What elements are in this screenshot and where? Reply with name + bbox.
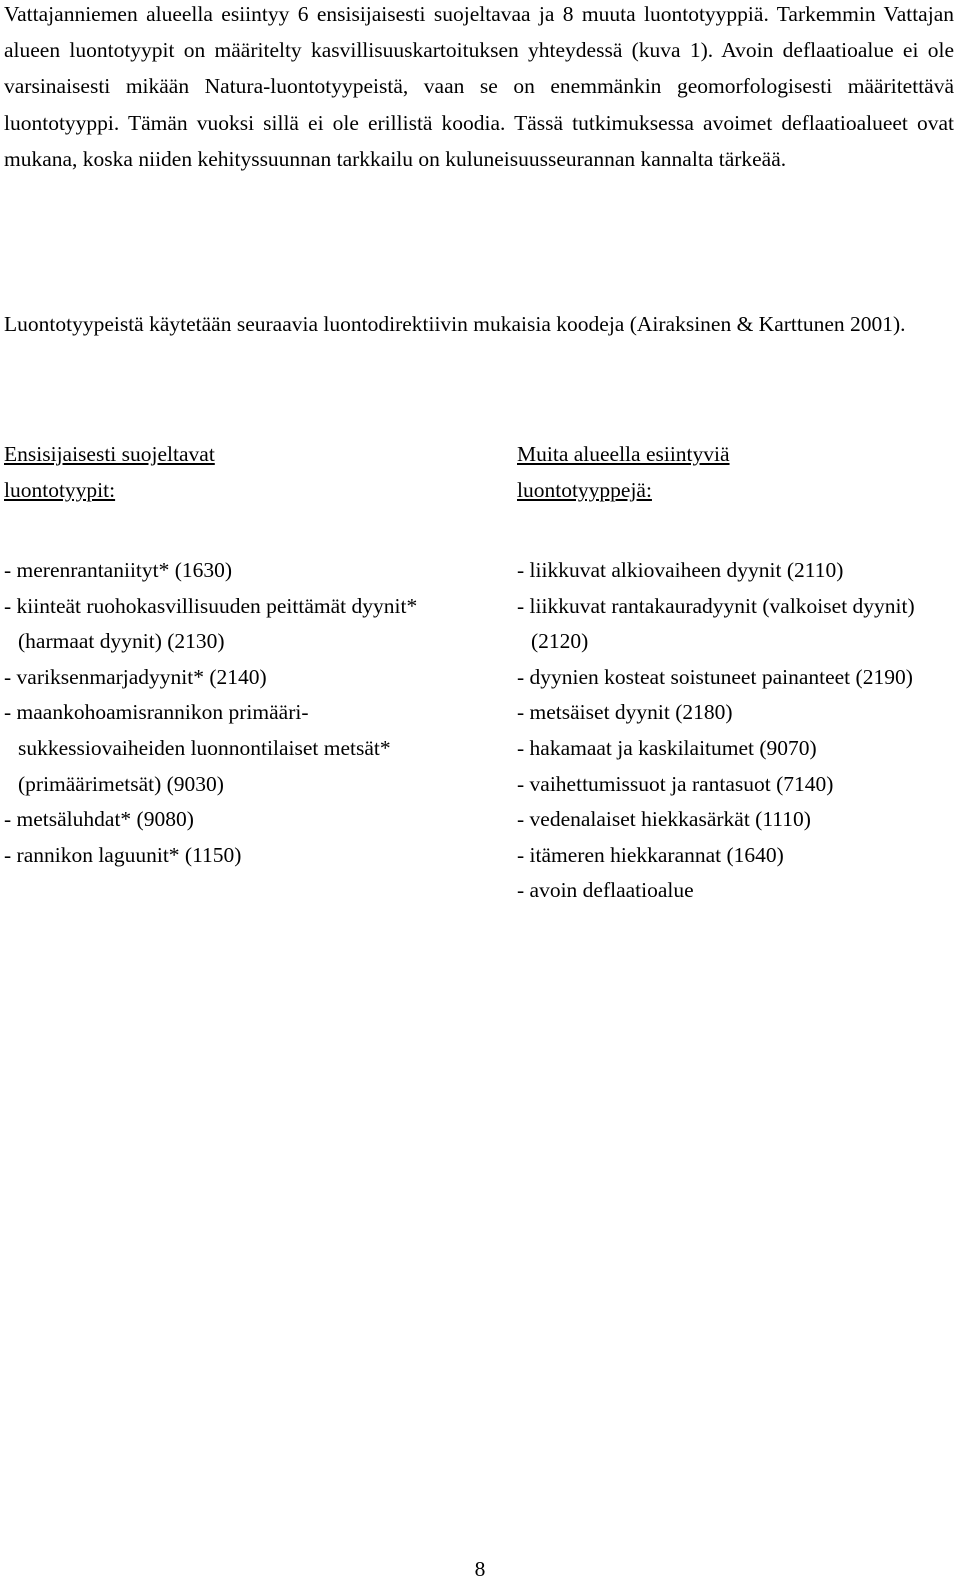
list-item: - liikkuvat alkiovaiheen dyynit (2110) <box>517 558 844 582</box>
codes-paragraph: Luontotyypeistä käytetään seuraavia luontodirektiivin mukaisia koodeja (Airaksinen & Karttunen 2001). <box>4 312 906 336</box>
page-number: 8 <box>474 1557 486 1581</box>
list-item: - liikkuvat rantakauradyynit (valkoiset dyynit) (2120) <box>517 593 915 654</box>
list-item: - dyynien kosteat soistuneet painanteet (2190) <box>517 664 913 689</box>
list-item: - merenrantaniityt* (1630) <box>4 558 233 582</box>
priority-habitats-list <box>4 553 464 873</box>
priority-habitats-heading <box>4 436 464 508</box>
list-item: - metsäluhdat* (9080) <box>4 807 194 832</box>
list-item: - rannikon laguunit* (1150) <box>4 842 242 867</box>
other-habitats-heading-line1: Muita alueella esiintyviä <box>517 442 730 466</box>
list-item: - maankohoamisrannikon primääri-sukkessiovaiheiden luonnontilaiset metsät* (primäärimetsät) (9030) <box>4 700 391 796</box>
list-item: - itämeren hiekkarannat (1640) <box>517 842 784 867</box>
list-item: - avoin deflaatioalue <box>517 878 694 903</box>
other-habitats-column <box>517 436 957 903</box>
other-habitats-heading-line2: luontotyyppejä: <box>517 478 652 502</box>
list-item: - metsäiset dyynit (2180) <box>517 700 733 725</box>
intro-paragraph: Vattajanniemen alueella esiintyy 6 ensisijaisesti suojeltavaa ja 8 muuta luontotyyppiä. Tarkemmin Vattajan alueen luontotyypit on määritelty kasvillisuuskartoituksen yhteydessä (kuva 1). Avoin deflaatioalue ei ole varsinaisesti mikään Natura-luontotyypeistä, vaan se on enemmänkin geomorfologisesti määritettävä luontotyyppi. Tämän vuoksi sillä ei ole erillistä koodia. Tässä tutkimuksessa avoimet deflaatioalueet ovat mukana, koska niiden kehityssuunnan tarkkailu on kuluneisuusseurannan kannalta tärkeää. <box>4 2 954 171</box>
other-habitats-list <box>517 553 957 909</box>
list-item: - kiinteät ruohokasvillisuuden peittämät dyynit* (harmaat dyynit) (2130) <box>4 593 418 654</box>
priority-habitats-column <box>4 436 464 867</box>
list-item: - vaihettumissuot ja rantasuot (7140) <box>517 771 834 796</box>
priority-habitats-heading-line2: luontotyypit: <box>4 478 116 502</box>
list-item: - hakamaat ja kaskilaitumet (9070) <box>517 735 817 760</box>
priority-habitats-heading-line1: Ensisijaisesti suojeltavat <box>4 442 215 466</box>
other-habitats-heading <box>517 436 957 508</box>
list-item: - variksenmarjadyynit* (2140) <box>4 664 267 689</box>
list-item: - vedenalaiset hiekkasärkät (1110) <box>517 807 811 832</box>
